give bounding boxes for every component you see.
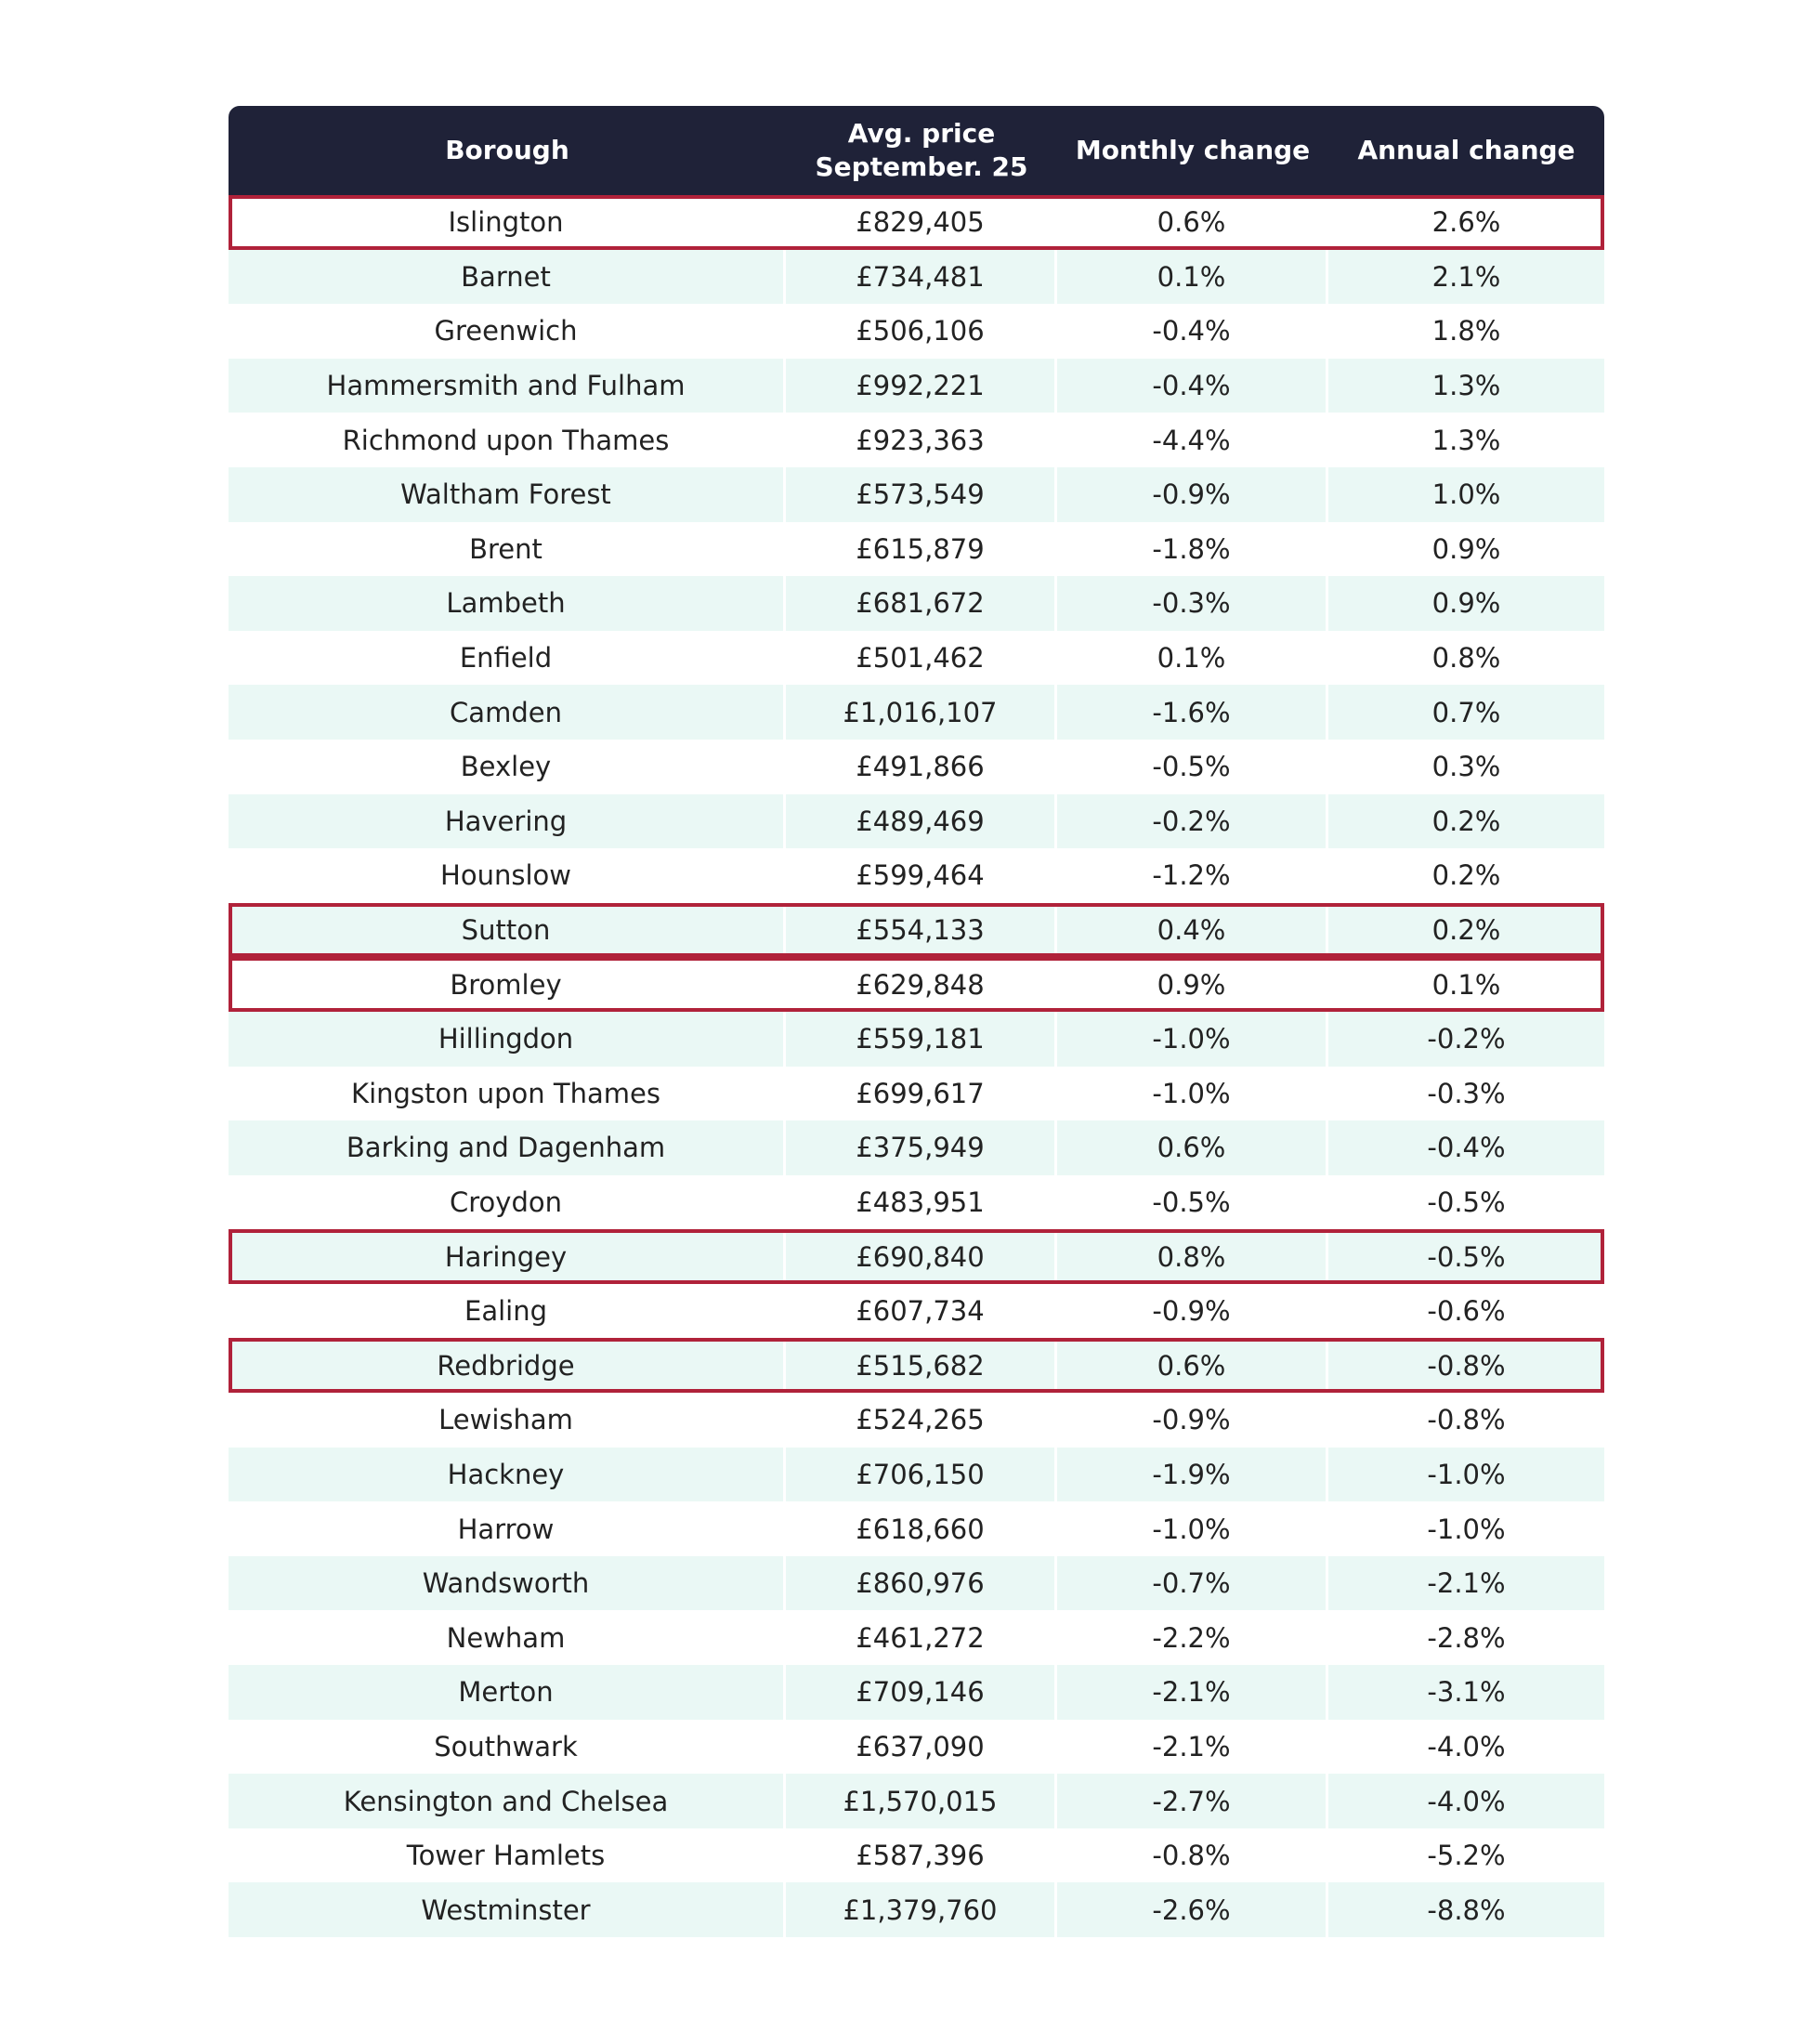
cell-avg-price: £1,570,015 — [786, 1774, 1054, 1828]
cell-avg-price: £559,181 — [786, 1012, 1054, 1067]
cell-borough: Barnet — [229, 250, 783, 305]
cell-annual-change: -3.1% — [1328, 1665, 1604, 1720]
table-row — [229, 359, 1604, 413]
table-row — [229, 848, 1604, 903]
table-row — [229, 1175, 1604, 1230]
cell-borough: Brent — [469, 532, 542, 565]
table-row — [229, 1774, 1604, 1828]
cell-annual-change: 0.3% — [1431, 751, 1501, 783]
header-borough: Borough — [445, 135, 569, 165]
cell-annual-change: 0.2% — [1328, 794, 1604, 849]
table-row — [229, 1338, 1604, 1393]
cell-annual-change: 1.8% — [1431, 315, 1501, 347]
cell-annual-change: -1.0% — [1328, 1448, 1604, 1502]
header-monthly-change: Monthly change — [1075, 135, 1311, 165]
cell-avg-price: £501,462 — [856, 642, 985, 675]
cell-borough: Bromley — [450, 968, 562, 1001]
cell-borough: Merton — [229, 1665, 783, 1720]
cell-avg-price: £923,363 — [856, 424, 985, 456]
cell-annual-change: -4.0% — [1427, 1730, 1506, 1762]
cell-borough: Croydon — [450, 1186, 562, 1218]
table-row — [229, 957, 1604, 1012]
cell-avg-price: £637,090 — [856, 1730, 985, 1762]
cell-avg-price: £706,150 — [786, 1448, 1054, 1502]
table-row — [229, 685, 1604, 740]
cell-annual-change: -0.8% — [1328, 1338, 1604, 1393]
table-row — [229, 1448, 1604, 1502]
cell-avg-price: £1,016,107 — [786, 685, 1054, 740]
cell-monthly-change: -2.1% — [1152, 1730, 1231, 1762]
cell-borough: Harrow — [457, 1513, 555, 1545]
cell-annual-change: 0.9% — [1328, 576, 1604, 631]
cell-borough: Lewisham — [438, 1404, 573, 1436]
table-row — [229, 1501, 1604, 1556]
cell-monthly-change: -0.3% — [1057, 576, 1326, 631]
table-row — [229, 1665, 1604, 1720]
table-row — [229, 576, 1604, 631]
cell-monthly-change: -4.4% — [1152, 424, 1231, 456]
cell-monthly-change: -1.8% — [1152, 532, 1231, 565]
borough-price-table — [229, 106, 1604, 1937]
cell-monthly-change: -0.4% — [1152, 315, 1231, 347]
cell-annual-change: 0.1% — [1431, 968, 1501, 1001]
cell-annual-change: -2.1% — [1328, 1556, 1604, 1611]
cell-borough: Barking and Dagenham — [229, 1120, 783, 1175]
cell-borough: Bexley — [460, 751, 552, 783]
cell-avg-price: £709,146 — [786, 1665, 1054, 1720]
cell-avg-price: £489,469 — [786, 794, 1054, 849]
cell-monthly-change: -1.0% — [1057, 1012, 1326, 1067]
cell-monthly-change: -1.9% — [1057, 1448, 1326, 1502]
cell-annual-change: 0.9% — [1431, 532, 1501, 565]
table-row — [229, 903, 1604, 958]
cell-avg-price: £860,976 — [786, 1556, 1054, 1611]
cell-avg-price: £607,734 — [856, 1295, 985, 1328]
cell-borough: Islington — [448, 206, 564, 239]
table-row — [229, 1882, 1604, 1937]
cell-avg-price: £629,848 — [856, 968, 985, 1001]
cell-monthly-change: -0.7% — [1057, 1556, 1326, 1611]
cell-annual-change: -2.8% — [1427, 1621, 1506, 1654]
cell-avg-price: £515,682 — [786, 1338, 1054, 1393]
cell-borough: Sutton — [229, 903, 783, 958]
cell-monthly-change: -2.1% — [1057, 1665, 1326, 1720]
cell-annual-change: -0.6% — [1427, 1295, 1506, 1328]
cell-monthly-change: 0.1% — [1157, 642, 1226, 675]
cell-borough: Tower Hamlets — [406, 1840, 606, 1872]
table-row — [229, 1284, 1604, 1339]
cell-annual-change: -0.4% — [1328, 1120, 1604, 1175]
table-row — [229, 195, 1604, 250]
cell-borough: Hackney — [229, 1448, 783, 1502]
cell-monthly-change: -2.7% — [1057, 1774, 1326, 1828]
cell-monthly-change: 0.6% — [1157, 206, 1226, 239]
cell-borough: Wandsworth — [229, 1556, 783, 1611]
cell-monthly-change: -0.8% — [1152, 1840, 1231, 1872]
cell-avg-price: £618,660 — [856, 1513, 985, 1545]
cell-monthly-change: -1.2% — [1152, 859, 1231, 892]
table-row — [229, 1067, 1604, 1121]
cell-avg-price: £554,133 — [786, 903, 1054, 958]
cell-monthly-change: -1.0% — [1152, 1513, 1231, 1545]
cell-annual-change: -0.5% — [1328, 1229, 1604, 1284]
cell-avg-price: £992,221 — [786, 359, 1054, 413]
table-row — [229, 794, 1604, 849]
cell-borough: Kensington and Chelsea — [229, 1774, 783, 1828]
cell-monthly-change: -0.2% — [1057, 794, 1326, 849]
cell-avg-price: £699,617 — [856, 1077, 985, 1109]
cell-borough: Newham — [446, 1621, 566, 1654]
cell-borough: Haringey — [229, 1229, 783, 1284]
table-row — [229, 631, 1604, 686]
header-avg-price-line1: Avg. price — [847, 118, 996, 149]
cell-annual-change: 2.1% — [1328, 250, 1604, 305]
cell-borough: Redbridge — [229, 1338, 783, 1393]
cell-annual-change: -0.2% — [1328, 1012, 1604, 1067]
header-avg-price — [786, 106, 1057, 195]
table-row — [229, 522, 1604, 577]
cell-monthly-change: -0.9% — [1152, 1404, 1231, 1436]
cell-borough: Hillingdon — [229, 1012, 783, 1067]
table-row — [229, 740, 1604, 794]
cell-monthly-change: -2.6% — [1057, 1882, 1326, 1937]
table-row — [229, 1393, 1604, 1448]
cell-avg-price: £681,672 — [786, 576, 1054, 631]
cell-annual-change: -8.8% — [1328, 1882, 1604, 1937]
cell-avg-price: £829,405 — [856, 206, 985, 239]
cell-avg-price: £483,951 — [856, 1186, 985, 1218]
table-row — [229, 413, 1604, 467]
header-avg-price-line2: September. 25 — [815, 151, 1028, 182]
cell-annual-change: 2.6% — [1431, 206, 1501, 239]
cell-annual-change: 1.3% — [1431, 424, 1501, 456]
cell-annual-change: 0.7% — [1328, 685, 1604, 740]
cell-monthly-change: -0.5% — [1152, 1186, 1231, 1218]
cell-borough: Southwark — [434, 1730, 578, 1762]
cell-avg-price: £599,464 — [856, 859, 985, 892]
cell-monthly-change: 0.6% — [1057, 1120, 1326, 1175]
cell-avg-price: £1,379,760 — [786, 1882, 1054, 1937]
cell-monthly-change: 0.9% — [1157, 968, 1226, 1001]
table-row — [229, 1120, 1604, 1175]
table-row — [229, 1556, 1604, 1611]
cell-avg-price: £615,879 — [856, 532, 985, 565]
cell-avg-price: £375,949 — [786, 1120, 1054, 1175]
cell-borough: Lambeth — [229, 576, 783, 631]
cell-avg-price: £573,549 — [786, 467, 1054, 522]
table-row — [229, 1012, 1604, 1067]
cell-borough: Richmond upon Thames — [342, 424, 670, 456]
cell-borough: Hounslow — [440, 859, 571, 892]
cell-annual-change: -0.5% — [1427, 1186, 1506, 1218]
cell-annual-change: -0.3% — [1427, 1077, 1506, 1109]
cell-avg-price: £491,866 — [856, 751, 985, 783]
table-row — [229, 467, 1604, 522]
table-row — [229, 1610, 1604, 1665]
cell-avg-price: £587,396 — [856, 1840, 985, 1872]
cell-annual-change: -1.0% — [1427, 1513, 1506, 1545]
cell-monthly-change: -0.9% — [1057, 467, 1326, 522]
cell-annual-change: 0.2% — [1328, 903, 1604, 958]
cell-avg-price: £461,272 — [856, 1621, 985, 1654]
cell-monthly-change: -0.5% — [1152, 751, 1231, 783]
cell-monthly-change: 0.4% — [1057, 903, 1326, 958]
cell-borough: Greenwich — [434, 315, 578, 347]
table-header — [229, 106, 1604, 195]
cell-annual-change: -4.0% — [1328, 1774, 1604, 1828]
cell-monthly-change: -1.0% — [1152, 1077, 1231, 1109]
cell-borough: Ealing — [464, 1295, 547, 1328]
cell-annual-change: 0.8% — [1431, 642, 1501, 675]
cell-borough: Waltham Forest — [229, 467, 783, 522]
cell-annual-change: -5.2% — [1427, 1840, 1506, 1872]
cell-borough: Kingston upon Thames — [351, 1077, 660, 1109]
header-annual-change: Annual change — [1357, 135, 1575, 165]
table-body — [229, 195, 1604, 1937]
cell-monthly-change: 0.1% — [1057, 250, 1326, 305]
cell-monthly-change: 0.8% — [1057, 1229, 1326, 1284]
table-row — [229, 250, 1604, 305]
cell-borough: Enfield — [459, 642, 553, 675]
table-row — [229, 304, 1604, 359]
cell-borough: Hammersmith and Fulham — [229, 359, 783, 413]
table-row — [229, 1720, 1604, 1775]
cell-avg-price: £506,106 — [856, 315, 985, 347]
cell-annual-change: 0.2% — [1431, 859, 1501, 892]
cell-borough: Havering — [229, 794, 783, 849]
cell-annual-change: 1.3% — [1328, 359, 1604, 413]
cell-avg-price: £690,840 — [786, 1229, 1054, 1284]
cell-monthly-change: -2.2% — [1152, 1621, 1231, 1654]
cell-monthly-change: -0.4% — [1057, 359, 1326, 413]
cell-monthly-change: -1.6% — [1057, 685, 1326, 740]
cell-annual-change: -0.8% — [1427, 1404, 1506, 1436]
cell-annual-change: 1.0% — [1328, 467, 1604, 522]
table-row — [229, 1229, 1604, 1284]
cell-avg-price: £524,265 — [856, 1404, 985, 1436]
cell-borough: Westminster — [229, 1882, 783, 1937]
table-row — [229, 1828, 1604, 1883]
cell-borough: Camden — [229, 685, 783, 740]
cell-monthly-change: -0.9% — [1152, 1295, 1231, 1328]
cell-avg-price: £734,481 — [786, 250, 1054, 305]
cell-monthly-change: 0.6% — [1057, 1338, 1326, 1393]
